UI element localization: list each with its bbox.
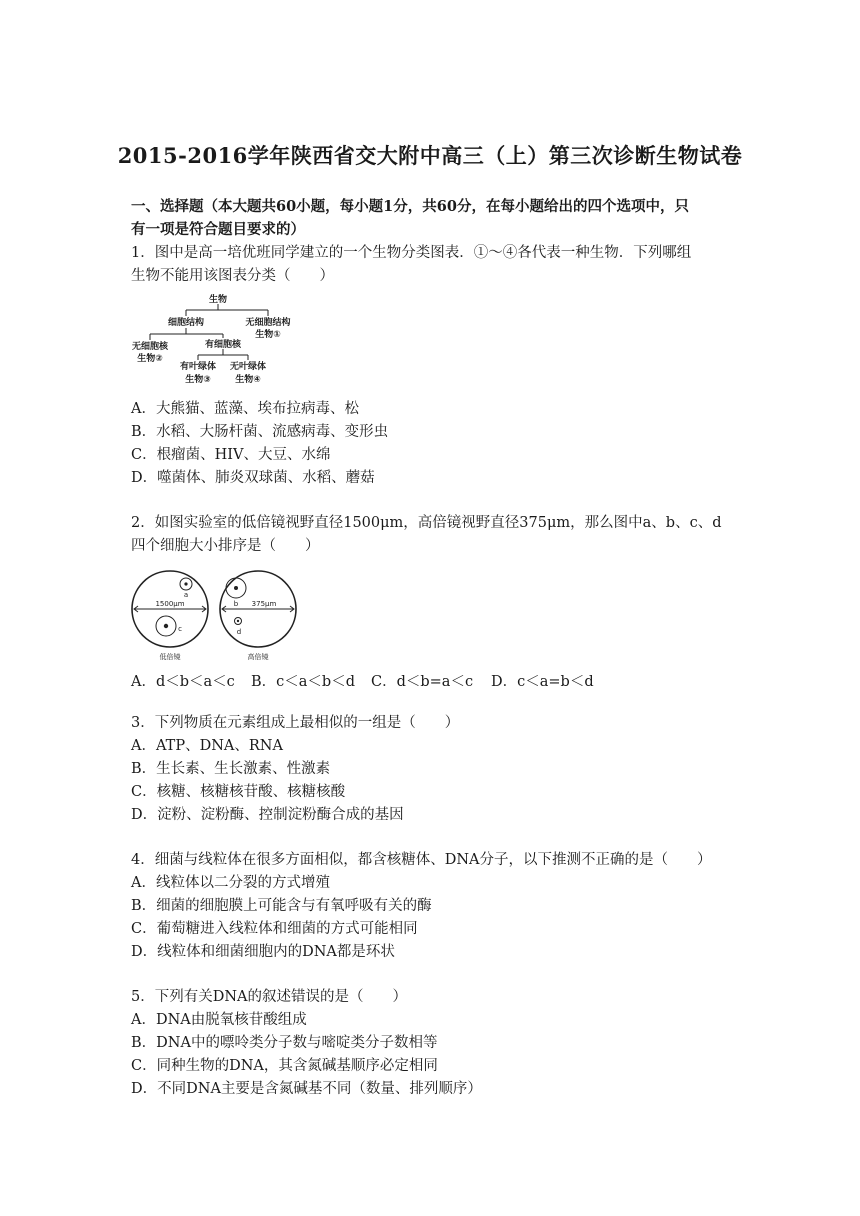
q2-stem-line1: 2．如图实验室的低倍镜视野直径1500μm，高倍镜视野直径375μm，那么图中a、b、c、d [131, 515, 722, 531]
q4-option-c: C．葡萄糖进入线粒体和细菌的方式可能相同 [131, 921, 418, 937]
exam-title: 2015-2016学年陕西省交大附中高三（上）第三次诊断生物试卷 [117, 143, 743, 168]
fig2-high-measure: 375μm [251, 600, 277, 608]
fig1-nochloro-label: 无叶绿体 [229, 362, 267, 372]
fig1-chloro-label: 有叶绿体 [179, 362, 217, 372]
fig2-low-caption: 低倍镜 [159, 653, 181, 661]
fig2-low-measure: 1500μm [155, 600, 185, 608]
fig2-label-b: b [233, 600, 239, 608]
fig1-organism3-label: 生物③ [185, 375, 211, 385]
fig1-cell-label: 细胞结构 [167, 318, 205, 328]
q4-option-b: B．细菌的细胞膜上可能含与有氧呼吸有关的酶 [131, 898, 432, 914]
q4-option-d: D．线粒体和细菌细胞内的DNA都是环状 [131, 944, 395, 960]
q1-option-c: C．根瘤菌、HIV、大豆、水绵 [131, 447, 331, 463]
fig1-organism4-label: 生物④ [235, 375, 261, 385]
q1-option-d: D．噬菌体、肺炎双球菌、水稻、蘑菇 [131, 470, 375, 486]
q2-option-c: C．d＜b=a＜c [371, 674, 474, 690]
q1-stem-line2: 生物不能用该图表分类（ ） [131, 268, 334, 284]
q3-option-d: D．淀粉、淀粉酶、控制淀粉酶合成的基因 [131, 807, 404, 823]
fig1-organism1-label: 生物① [255, 330, 281, 340]
fig2-label-d: d [236, 628, 242, 636]
fig1-organism2-label: 生物② [137, 354, 163, 364]
q3-option-b: B．生长素、生长激素、性激素 [131, 761, 331, 777]
q3-option-a: A．ATP、DNA、RNA [131, 738, 283, 754]
q2-microscope-figure [128, 566, 303, 666]
q2-stem-line2: 四个细胞大小排序是（ ） [131, 538, 320, 554]
q4-stem: 4．细菌与线粒体在很多方面相似，都含核糖体、DNA分子，以下推测不正确的是（ ） [131, 852, 712, 868]
q1-option-b: B．水稻、大肠杆菌、流感病毒、变形虫 [131, 424, 389, 440]
q5-option-c: C．同种生物的DNA，其含氮碱基顺序必定相同 [131, 1058, 438, 1074]
fig1-noncell-label: 无细胞结构 [245, 318, 291, 328]
section-heading-line2: 有一项是符合题目要求的） [131, 221, 305, 238]
q2-option-b: B．c＜a＜b＜d [251, 674, 355, 690]
q1-stem-line1: 1．图中是高一培优班同学建立的一个生物分类图表．①～④各代表一种生物．下列哪组 [131, 245, 692, 261]
fig2-high-caption: 高倍镜 [247, 653, 269, 661]
q1-classification-figure [128, 292, 298, 396]
fig2-label-a: a [183, 591, 189, 599]
fig1-nonucleus-label: 无细胞核 [131, 342, 169, 352]
q4-option-a: A．线粒体以二分裂的方式增殖 [131, 875, 330, 891]
q5-option-d: D．不同DNA主要是含氮碱基不同（数量、排列顺序） [131, 1081, 482, 1097]
section-heading-line1: 一、选择题（本大题共60小题，每小题1分，共60分，在每小题给出的四个选项中，只 [131, 198, 689, 215]
q5-option-a: A．DNA由脱氧核苷酸组成 [131, 1012, 307, 1028]
q2-option-a: A．d＜b＜a＜c [131, 674, 235, 690]
fig1-root-label: 生物 [208, 295, 228, 305]
fig1-nucleus-label: 有细胞核 [204, 340, 242, 350]
q1-option-a: A．大熊猫、蓝藻、埃布拉病毒、松 [131, 401, 359, 417]
q3-option-c: C．核糖、核糖核苷酸、核糖核酸 [131, 784, 346, 800]
q2-option-d: D．c＜a=b＜d [491, 674, 594, 690]
fig2-label-c: c [178, 625, 182, 633]
q3-stem: 3．下列物质在元素组成上最相似的一组是（ ） [131, 715, 460, 731]
q5-option-b: B．DNA中的嘌呤类分子数与嘧啶类分子数相等 [131, 1035, 438, 1051]
q2-options-row [131, 670, 594, 691]
q5-stem: 5．下列有关DNA的叙述错误的是（ ） [131, 989, 408, 1005]
